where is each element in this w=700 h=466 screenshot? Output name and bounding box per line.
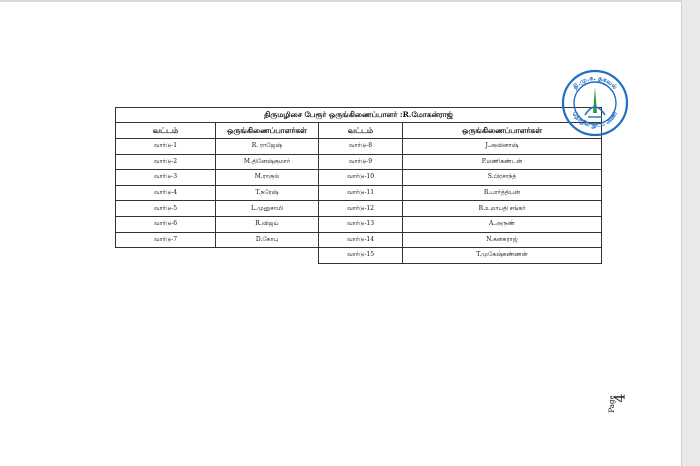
stamp-text-bottom: தொழில் நுட்ப அணி: [570, 111, 620, 130]
page-number: 4: [612, 393, 629, 403]
coordinator-left: D.கோபு: [216, 232, 319, 248]
coordinator-right: R.உமாபதி சங்கர்: [403, 201, 602, 217]
ward-left: வார்டு-3: [116, 170, 216, 186]
table-row: [116, 201, 602, 217]
coordinator-left: T.நரேஷ்: [216, 185, 319, 201]
table-row: [116, 185, 602, 201]
coordinator-right: P.மணிகண்டன்: [403, 154, 602, 170]
ward-left: வார்டு-7: [116, 232, 216, 248]
coordinator-right: T.முகேஷ்கண்ணன்: [403, 248, 602, 264]
ward-right: வார்டு-8: [319, 139, 403, 155]
coordinator-left: L.முனுசாமி: [216, 201, 319, 217]
rising-sun-emblem-icon: [585, 87, 605, 117]
header-ward-left: வட்டம்: [116, 123, 216, 139]
stamp-text-top: தி.மு.க. தகவல்: [571, 74, 619, 91]
ward-right: வார்டு-15: [319, 248, 403, 264]
coordinator-left: [216, 248, 319, 264]
coordinator-right: R.பார்த்திபன்: [403, 185, 602, 201]
ward-right: வார்டு-11: [319, 185, 403, 201]
ward-left: வார்டு-2: [116, 154, 216, 170]
table-row: [116, 248, 602, 264]
coordinator-left: R. ராஜேஷ்: [216, 139, 319, 155]
coordinator-left: M.தினேஷ்குமார்: [216, 154, 319, 170]
ward-left: வார்டு-1: [116, 139, 216, 155]
table-row: [116, 170, 602, 186]
table-row: [116, 216, 602, 232]
coordinator-left: R.விஜய்: [216, 216, 319, 232]
table-row: [116, 154, 602, 170]
ward-left: வார்டு-4: [116, 185, 216, 201]
scan-page-edge: [681, 0, 700, 466]
ward-left: வார்டு-6: [116, 216, 216, 232]
header-coordinators-left: ஒருங்கிணைப்பாளர்கள்: [216, 123, 319, 139]
ward-right: வார்டு-10: [319, 170, 403, 186]
header-coordinators-right: ஒருங்கிணைப்பாளர்கள்: [403, 123, 602, 139]
page-word: Page: [608, 395, 616, 413]
coordinator-right: S.பிரசாந்த்: [403, 170, 602, 186]
ward-right: வார்டு-13: [319, 216, 403, 232]
coordinator-right: N.கனகராஜ்: [403, 232, 602, 248]
page-number-label: [606, 388, 629, 418]
svg-text:தொழில் நுட்ப அணி: [571, 110, 620, 129]
scan-top-edge: [0, 0, 681, 2]
ward-left: [116, 248, 216, 264]
party-stamp: [561, 69, 629, 137]
coordinator-right: J.அவினாஷ்: [403, 139, 602, 155]
table-title: திருமழிசை பேரூர் ஒருங்கிணைப்பாளர் :R.மோகன்ராஜ்: [116, 108, 602, 123]
ward-right: வார்டு-12: [319, 201, 403, 217]
coordinator-left: M.ராகுல்: [216, 170, 319, 186]
ward-right: வார்டு-14: [319, 232, 403, 248]
coordinators-table: [115, 107, 602, 264]
coordinator-right: A.அருண்: [403, 216, 602, 232]
table-row: [116, 232, 602, 248]
ward-left: வார்டு-5: [116, 201, 216, 217]
ward-right: வார்டு-9: [319, 154, 403, 170]
table-row: [116, 139, 602, 155]
header-ward-right: வட்டம்: [319, 123, 403, 139]
